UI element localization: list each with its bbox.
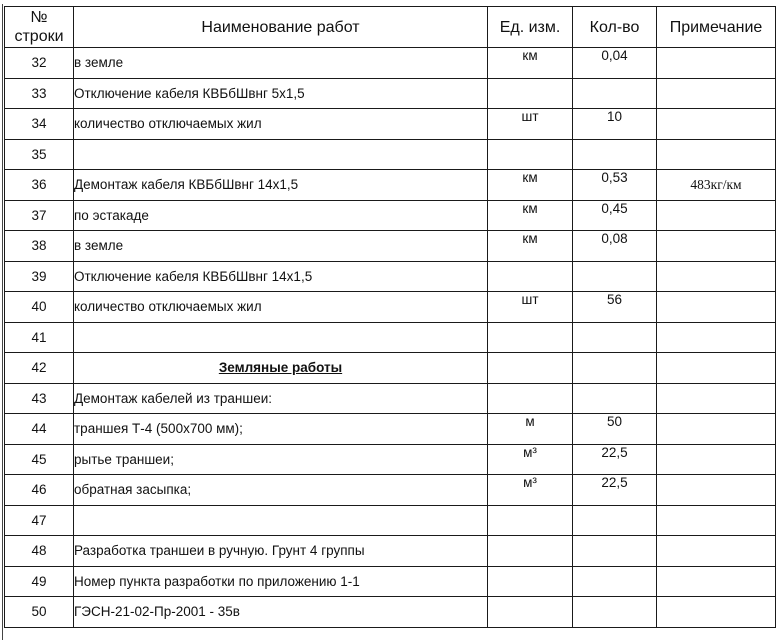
unit-cell: [488, 383, 573, 414]
quantity-cell: [573, 566, 657, 597]
unit-cell: [488, 78, 573, 109]
work-name-cell: [74, 139, 488, 170]
unit-cell: км: [488, 170, 573, 201]
quantity-cell: [573, 353, 657, 384]
unit-cell: м³: [488, 444, 573, 475]
table-row: [5, 353, 776, 384]
unit-cell: [488, 139, 573, 170]
quantity-cell: 22,5: [573, 444, 657, 475]
row-number-cell: 44: [5, 414, 74, 445]
quantity-cell: [573, 261, 657, 292]
header-unit: Ед. изм.: [488, 7, 573, 48]
work-name-cell: обратная засыпка;: [74, 475, 488, 506]
header-work-name: Наименование работ: [74, 7, 488, 48]
quantity-cell: [573, 536, 657, 567]
note-cell: [657, 48, 776, 79]
table-row: [5, 261, 776, 292]
note-cell: [657, 414, 776, 445]
table-row: [5, 231, 776, 262]
work-name-cell: рытье траншеи;: [74, 444, 488, 475]
quantity-cell: 10: [573, 109, 657, 140]
row-number-cell: 42: [5, 353, 74, 384]
note-cell: [657, 139, 776, 170]
table-row: [5, 414, 776, 445]
note-cell: [657, 383, 776, 414]
work-name-cell: Демонтаж кабелей из траншеи:: [74, 383, 488, 414]
table-row: [5, 78, 776, 109]
quantity-cell: 0,08: [573, 231, 657, 262]
note-cell: 483кг/км: [657, 170, 776, 201]
table-row: [5, 139, 776, 170]
work-name-cell: ГЭСН-21-02-Пр-2001 - 35в: [74, 597, 488, 628]
unit-cell: км: [488, 200, 573, 231]
unit-cell: [488, 261, 573, 292]
row-number-cell: 38: [5, 231, 74, 262]
table-row: [5, 48, 776, 79]
work-name-cell: в земле: [74, 231, 488, 262]
row-number-cell: 50: [5, 597, 74, 628]
unit-cell: км: [488, 231, 573, 262]
table-row: [5, 444, 776, 475]
note-cell: [657, 597, 776, 628]
note-cell: [657, 475, 776, 506]
quantity-cell: [573, 139, 657, 170]
row-number-cell: 35: [5, 139, 74, 170]
row-number-cell: 46: [5, 475, 74, 506]
table-row: [5, 322, 776, 353]
row-number-cell: 47: [5, 505, 74, 536]
work-name-cell: траншея Т-4 (500х700 мм);: [74, 414, 488, 445]
quantity-cell: 56: [573, 292, 657, 323]
work-name-cell: [74, 505, 488, 536]
quantity-cell: [573, 78, 657, 109]
note-cell: [657, 109, 776, 140]
row-number-cell: 40: [5, 292, 74, 323]
work-name-cell: по эстакаде: [74, 200, 488, 231]
note-cell: [657, 78, 776, 109]
row-number-cell: 37: [5, 200, 74, 231]
quantity-cell: 22,5: [573, 475, 657, 506]
note-cell: [657, 200, 776, 231]
quantity-cell: 0,45: [573, 200, 657, 231]
row-number-cell: 45: [5, 444, 74, 475]
quantity-cell: [573, 597, 657, 628]
unit-cell: шт: [488, 109, 573, 140]
row-number-cell: 36: [5, 170, 74, 201]
table-row: [5, 475, 776, 506]
quantity-cell: 0,04: [573, 48, 657, 79]
work-name-cell: [74, 322, 488, 353]
row-number-cell: 48: [5, 536, 74, 567]
row-number-cell: 43: [5, 383, 74, 414]
quantity-cell: [573, 383, 657, 414]
unit-cell: м: [488, 414, 573, 445]
note-cell: [657, 444, 776, 475]
table-header-row: [5, 7, 776, 48]
row-number-cell: 41: [5, 322, 74, 353]
note-cell: [657, 566, 776, 597]
row-number-cell: 34: [5, 109, 74, 140]
header-note: Примечание: [657, 7, 776, 48]
quantity-cell: 0,53: [573, 170, 657, 201]
unit-cell: км: [488, 48, 573, 79]
work-name-cell: количество отключаемых жил: [74, 109, 488, 140]
quantity-cell: 50: [573, 414, 657, 445]
header-row-number: № строки: [5, 7, 74, 48]
header-quantity: Кол-во: [573, 7, 657, 48]
note-cell: [657, 322, 776, 353]
work-name-cell: Земляные работы: [74, 353, 488, 384]
table-row: [5, 200, 776, 231]
note-cell: [657, 505, 776, 536]
quantity-cell: [573, 322, 657, 353]
note-cell: [657, 231, 776, 262]
unit-cell: м³: [488, 475, 573, 506]
unit-cell: [488, 597, 573, 628]
row-number-cell: 49: [5, 566, 74, 597]
unit-cell: [488, 505, 573, 536]
unit-cell: [488, 536, 573, 567]
row-number-cell: 39: [5, 261, 74, 292]
note-cell: [657, 292, 776, 323]
table-row: [5, 383, 776, 414]
work-name-cell: Номер пункта разработки по приложению 1-1: [74, 566, 488, 597]
table-row: [5, 170, 776, 201]
note-cell: [657, 536, 776, 567]
work-name-cell: Демонтаж кабеля КВБбШвнг 14х1,5: [74, 170, 488, 201]
work-name-cell: Отключение кабеля КВБбШвнг 14х1,5: [74, 261, 488, 292]
work-name-cell: в земле: [74, 48, 488, 79]
quantity-cell: [573, 505, 657, 536]
table-row: [5, 536, 776, 567]
row-number-cell: 33: [5, 78, 74, 109]
table-row: [5, 597, 776, 628]
table-row: [5, 566, 776, 597]
note-cell: [657, 353, 776, 384]
note-cell: [657, 261, 776, 292]
work-name-cell: Отключение кабеля КВБбШвнг 5х1,5: [74, 78, 488, 109]
table-row: [5, 292, 776, 323]
unit-cell: шт: [488, 292, 573, 323]
table-row: [5, 109, 776, 140]
row-number-cell: 32: [5, 48, 74, 79]
unit-cell: [488, 353, 573, 384]
unit-cell: [488, 566, 573, 597]
work-name-cell: количество отключаемых жил: [74, 292, 488, 323]
work-name-cell: Разработка траншеи в ручную. Грунт 4 группы: [74, 536, 488, 567]
unit-cell: [488, 322, 573, 353]
works-table: [4, 6, 776, 628]
table-row: [5, 505, 776, 536]
